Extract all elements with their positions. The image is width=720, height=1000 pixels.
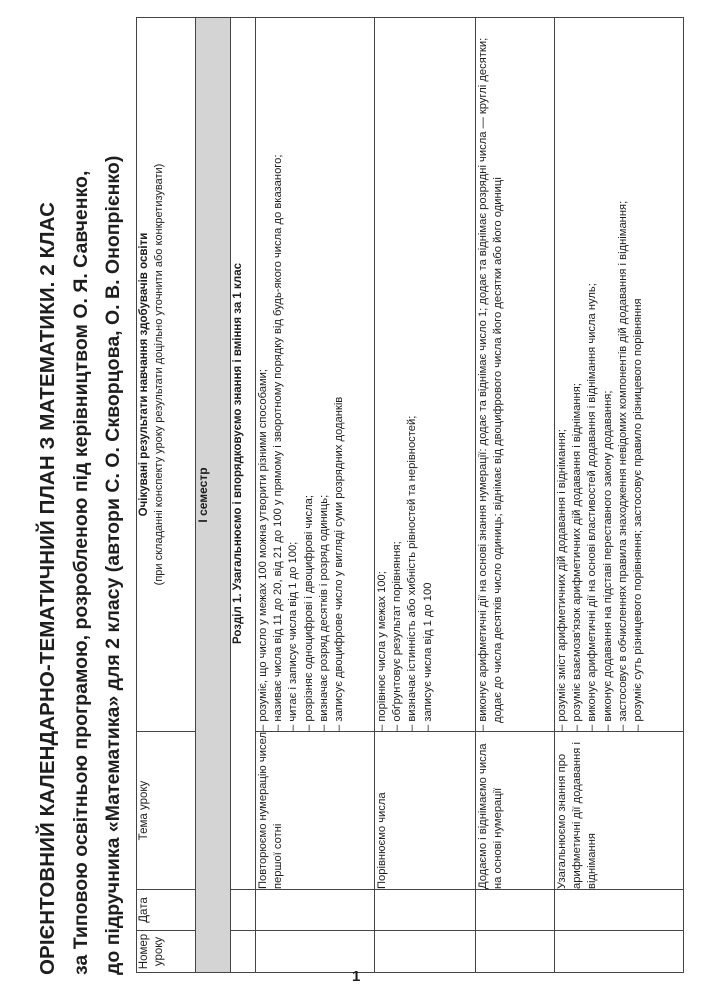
result-item: – виконує арифметичні дії на основі знання нумерації: додає та віднімає число 1; додає та віднімає розрядні числа — круглі десятки; додає до числа десятків число одиниць; віднімає від двоцифрового числа його десятки або його одиниці: [476, 18, 506, 731]
lesson-results: [476, 18, 555, 732]
result-item: – визначає розряд десятків і розряд одиниць;: [317, 18, 332, 731]
lesson-topic: Додаємо і віднімаємо числа на основі нумерації: [476, 732, 555, 890]
calendar-plan-table: [136, 17, 684, 973]
header-results-note: (при складанні конспекту уроку результати доцільно уточнити або конкретизувати): [153, 163, 166, 586]
title-line-2: за Типовою освітньою програмою, розробленою під керівництвом О. Я. Савченко,: [70, 170, 92, 975]
section-empty-date: [231, 890, 256, 931]
lesson-topic: Узагальнюємо знання про арифметичні дії додавання і віднімання: [555, 732, 684, 890]
result-item: – записує числа від 1 до 100: [421, 18, 436, 731]
header-results-title: Очікувані результати навчання здобувачів освіти: [138, 232, 150, 517]
table-row: [476, 18, 555, 973]
lesson-results: [555, 18, 684, 732]
title-line-1: ОРІЄНТОВНИЙ КАЛЕНДАРНО-ТЕМАТИЧНИЙ ПЛАН З МАТЕМАТИКИ. 2 КЛАС: [36, 202, 59, 975]
title-line-3: до підручника «Математика» для 2 класу (автори С. О. Скворцова, О. В. Онопрієнко): [102, 155, 124, 975]
result-item: – розуміє суть різницевого порівняння; застосовує правило різницевого порівняння: [631, 18, 646, 731]
result-item: – застосовує в обчисленнях правила знаходження невідомих компонентів дій додавання і віднімання;: [616, 18, 631, 731]
lesson-topic: Порівнюємо числа: [375, 732, 476, 890]
lesson-number-cell: [555, 931, 684, 973]
result-item: – розуміє взаємозв'язок арифметичних дій додавання і віднімання;: [570, 18, 585, 731]
semester-row: [196, 18, 231, 973]
table-row: [375, 18, 476, 973]
page-number: 1: [352, 968, 361, 985]
result-item: – виконує арифметичні дії на основі властивостей додавання і віднімання числа нуль;: [585, 18, 600, 731]
section-label: Розділ 1. Узагальнюємо і впорядковуємо знання і вміння за 1 клас: [231, 18, 256, 890]
table-header-row: [137, 18, 196, 973]
semester-label: І семестр: [196, 18, 231, 973]
section-row: [231, 18, 256, 973]
result-item: – читає і записує числа від 1 до 100;: [286, 18, 301, 731]
table-row: [555, 18, 684, 973]
lesson-date-cell: [476, 890, 555, 931]
lesson-date-cell: [555, 890, 684, 931]
result-item: – обґрунтовує результат порівняння;: [390, 18, 405, 731]
lesson-number-cell: [375, 931, 476, 973]
rotated-page: [30, 17, 720, 975]
lesson-number-cell: [256, 931, 375, 973]
result-item: – виконує додавання на підставі переставного закону додавання;: [601, 18, 616, 731]
header-topic: Тема уроку: [137, 732, 196, 890]
result-item: – розрізняє одноцифрові і двоцифрові числа;: [302, 18, 317, 731]
lesson-number-cell: [476, 931, 555, 973]
result-item: – порівнює числа у межах 100;: [375, 18, 390, 731]
header-date: Дата: [137, 890, 196, 931]
section-empty-number: [231, 931, 256, 973]
lesson-results: [375, 18, 476, 732]
lesson-date-cell: [256, 890, 375, 931]
result-item: – записує двоцифрове число у вигляді суми розрядних доданків: [332, 18, 347, 731]
result-item: – розуміє зміст арифметичних дій додавання і віднімання;: [555, 18, 570, 731]
lesson-results: [256, 18, 375, 732]
result-item: – визначає істинність або хибність рівностей та нерівностей;: [405, 18, 420, 731]
result-item: – розуміє, що число у межах 100 можна утворити різними способами;: [256, 18, 271, 731]
lesson-topic: Повторюємо нумерацію чисел першої сотні: [256, 732, 375, 890]
result-item: – називає числа від 11 до 20, від 21 до 100 у прямому і зворотному порядку від будь-якого числа до вказаного;: [271, 18, 286, 731]
header-lesson-number: Номер уроку: [137, 931, 196, 973]
document-title: [30, 17, 132, 975]
table-row: [256, 18, 375, 973]
header-results: [137, 18, 196, 732]
lesson-date-cell: [375, 890, 476, 931]
